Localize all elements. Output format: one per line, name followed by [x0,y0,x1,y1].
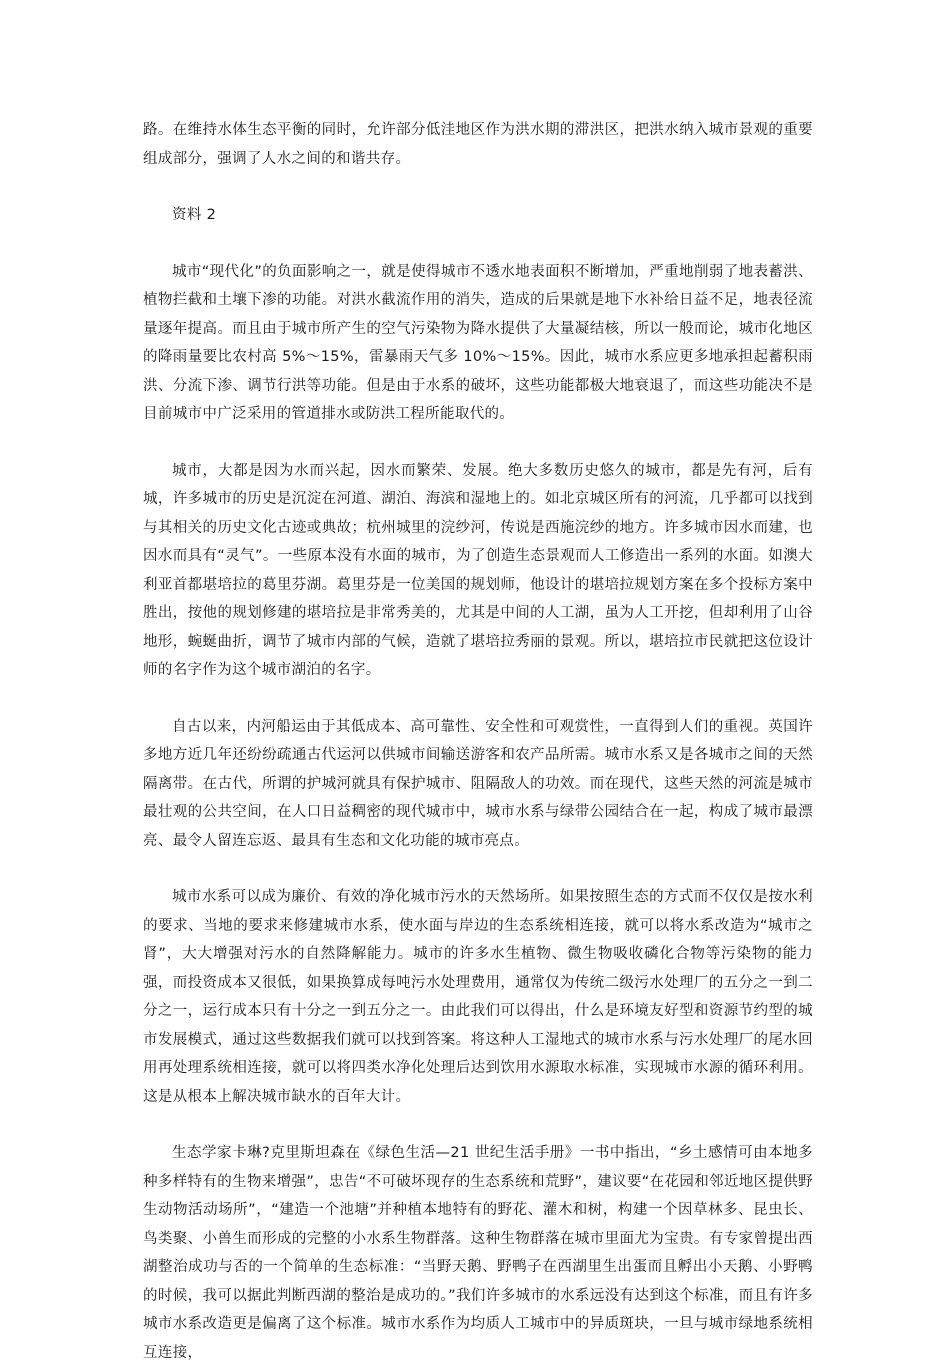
body-paragraph: 城市“现代化”的负面影响之一，就是使得城市不透水地表面积不断增加，严重地削弱了地表蓄洪、植物拦截和土壤下渗的功能。对洪水截流作用的消失，造成的后果就是地下水补给日益不足，地表径流量逐年提高。而且由于城市所产生的空气污染物为降水提供了大量凝结核，所以一般而论，城市化地区的降雨量要比农村高 5%～15%，雷暴雨天气多 10%～15%。因此，城市水系应更多地承担起蓄积雨洪、分流下渗、调节行洪等功能。但是由于水系的破坏，这些功能都极大地衰退了，而这些功能决不是目前城市中广泛采用的管道排水或防洪工程所能取代的。 [143,263,813,422]
body-paragraph: 自古以来，内河船运由于其低成本、高可靠性、安全性和可观赏性，一直得到人们的重视。英国许多地方近几年还纷纷疏通古代运河以供城市间输送游客和农产品所需。城市水系又是各城市之间的天然隔离带。在古代，所谓的护城河就具有保护城市、阻隔敌人的功效。而在现代，这些天然的河流是城市最壮观的公共空间，在人口日益稠密的现代城市中，城市水系与绿带公园结合在一起，构成了城市最漂亮、最令人留连忘返、最具有生态和文化功能的城市亮点。 [143,718,813,849]
section-heading: 资料 2 [172,207,217,223]
body-paragraph: 城市水系可以成为廉价、有效的净化城市污水的天然场所。如果按照生态的方式而不仅仅是按水利的要求、当地的要求来修建城市水系，使水面与岸边的生态系统相连接，就可以将水系改造为“城市之肾”，大大增强对污水的自然降解能力。城市的许多水生植物、微生物吸收磷化合物等污染物的能力强，而投资成本又很低，如果换算成每吨污水处理费用，通常仅为传统二级污水处理厂的五分之一到二分之一，运行成本只有十分之一到五分之一。由此我们可以得出，什么是环境友好型和资源节约型的城市发展模式，通过这些数据我们就可以找到答案。将这种人工湿地式的城市水系与污水处理厂的尾水回用再处理系统相连接，就可以将四类水净化处理后达到饮用水源取水标准，实现城市水源的循环利用。这是从根本上解决城市缺水的百年大计。 [143,889,813,1105]
intro-paragraph: 路。在维持水体生态平衡的同时，允许部分低洼地区作为洪水期的滞洪区，把洪水纳入城市景观的重要组成部分，强调了人水之间的和谐共存。 [143,122,813,167]
body-paragraph: 生态学家卡琳?克里斯坦森在《绿色生活—21 世纪生活手册》一书中指出，“乡土感情可由本地多种多样特有的生物来增强”，忠告“不可破坏现存的生态系统和荒野”，建议要“在花园和邻近地区提供野生动物活动场所”，“建造一个池塘”并种植本地特有的野花、灌木和树，构建一个因草林多、昆虫长、鸟类聚、小兽生而形成的完整的小水系生物群落。这种生物群落在城市里面尤为宝贵。有专家曾提出西湖整治成功与否的一个简单的生态标准：“当野天鹅、野鸭子在西湖里生出蛋而且孵出小天鹅、小野鸭的时候，我可以据此判断西湖的整治是成功的。”我们许多城市的水系远没有达到这个标准，而且有许多城市水系改造更是偏离了这个标准。城市水系作为均质人工城市中的异质斑块，一旦与城市绿地系统相互连接， [143,1145,813,1361]
body-paragraph: 城市，大都是因为水而兴起，因水而繁荣、发展。绝大多数历史悠久的城市，都是先有河，后有城，许多城市的历史是沉淀在河道、湖泊、海滨和湿地上的。如北京城区所有的河流，几乎都可以找到与其相关的历史文化古迹或典故；杭州城里的浣纱河，传说是西施浣纱的地方。许多城市因水而建，也因水而具有“灵气”。一些原本没有水面的城市，为了创造生态景观而人工修造出一系列的水面。如澳大利亚首都堪培拉的葛里芬湖。葛里芬是一位美国的规划师，他设计的堪培拉规划方案在多个投标方案中胜出，按他的规划修建的堪培拉是非常秀美的，尤其是中间的人工湖，虽为人工开挖，但却利用了山谷地形，蜿蜒曲折，调节了城市内部的气候，造就了堪培拉秀丽的景观。所以，堪培拉市民就把这位设计师的名字作为这个城市湖泊的名字。 [143,462,813,678]
document-page [143,116,813,1367]
